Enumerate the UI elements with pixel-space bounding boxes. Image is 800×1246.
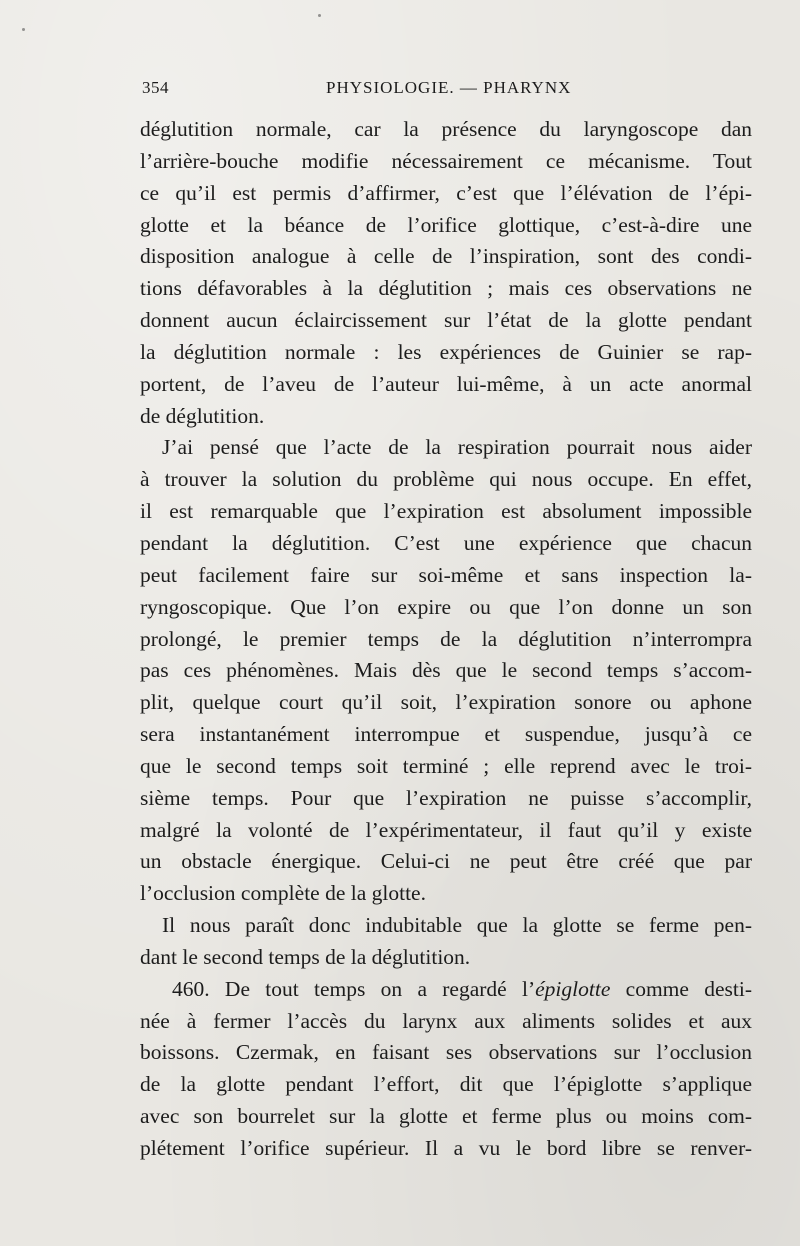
text-line: que le second temps soit terminé ; elle reprend avec le troi- [140, 753, 752, 778]
text-line: Il nous paraît donc indubitable que la glotte se ferme pen- [162, 913, 752, 938]
text-line: pas ces phénomènes. Mais dès que le second temps s’accom- [140, 658, 752, 683]
text-line: J’ai pensé que l’acte de la respiration pourrait nous aider [162, 435, 752, 460]
text-line: avec son bourrelet sur la glotte et ferme plus ou moins com- [140, 1104, 752, 1129]
running-head: PHYSIOLOGIE. — PHARYNX [326, 78, 572, 97]
ink-speck [318, 14, 321, 17]
text-line: plit, quelque court qu’il soit, l’expiration sonore ou aphone [140, 690, 752, 715]
text-line: dant le second temps de la déglutition. [140, 944, 471, 969]
section-number: 460. [172, 976, 210, 1001]
text-line: peut facilement faire sur soi-même et sans inspection la- [140, 562, 752, 587]
text-line: un obstacle énergique. Celui-ci ne peut être créé que par [140, 849, 752, 874]
text-line: sera instantanément interrompue et suspendue, jusqu’à ce [140, 722, 752, 747]
text-line: donnent aucun éclaircissement sur l’état de la glotte pendant [140, 308, 752, 333]
text-line: il est remarquable que l’expiration est absolument impossible [140, 499, 752, 524]
text-line: la déglutition normale : les expériences de Guinier se rap- [140, 339, 752, 364]
text-line: l’arrière-bouche modifie nécessairement ce mécanisme. Tout [140, 148, 752, 173]
text-line: disposition analogue à celle de l’inspiration, sont des condi- [140, 244, 752, 269]
text-line: plétement l’orifice supérieur. Il a vu le bord libre se renver- [140, 1136, 752, 1160]
text-line: sième temps. Pour que l’expiration ne puisse s’accomplir, [140, 785, 752, 810]
text-line: malgré la volonté de l’expérimentateur, il faut qu’il y existe [140, 817, 752, 842]
text-line: à trouver la solution du problème qui nous occupe. En effet, [140, 467, 752, 492]
text-line: ce qu’il est permis d’affirmer, c’est que l’élévation de l’épi- [140, 180, 752, 205]
page-number: 354 [142, 78, 169, 97]
text-line: née à fermer l’accès du larynx aux aliments solides et aux [140, 1008, 752, 1033]
text-line: pendant la déglutition. C’est une expérience que chacun [140, 530, 752, 555]
text-line: de déglutition. [140, 403, 265, 428]
text-fragment: comme desti- [610, 976, 752, 1001]
text-line: déglutition normale, car la présence du laryngoscope dan [140, 117, 752, 141]
page-header [140, 78, 752, 102]
body-text [140, 114, 752, 1165]
text-line: boissons. Czermak, en faisant ses observations sur l’occlusion [140, 1040, 752, 1065]
text-fragment: De tout temps on a regardé l’ [224, 976, 536, 1001]
text-line: l’occlusion complète de la glotte. [140, 881, 426, 906]
text-line: ryngoscopique. Que l’on expire ou que l’on donne un son [140, 594, 752, 619]
text-line: de la glotte pendant l’effort, dit que l’épiglotte s’applique [140, 1072, 752, 1097]
italic-term: épiglotte [535, 976, 611, 1001]
text-line: tions défavorables à la déglutition ; mais ces observations ne [140, 276, 752, 301]
text-line: prolongé, le premier temps de la déglutition n’interrompra [140, 626, 752, 651]
section-first-line [140, 974, 752, 1006]
ink-speck [22, 28, 25, 31]
text-line: portent, de l’aveu de l’auteur lui-même, à un acte anormal [140, 371, 752, 396]
text-line: glotte et la béance de l’orifice glottique, c’est-à-dire une [140, 212, 752, 237]
